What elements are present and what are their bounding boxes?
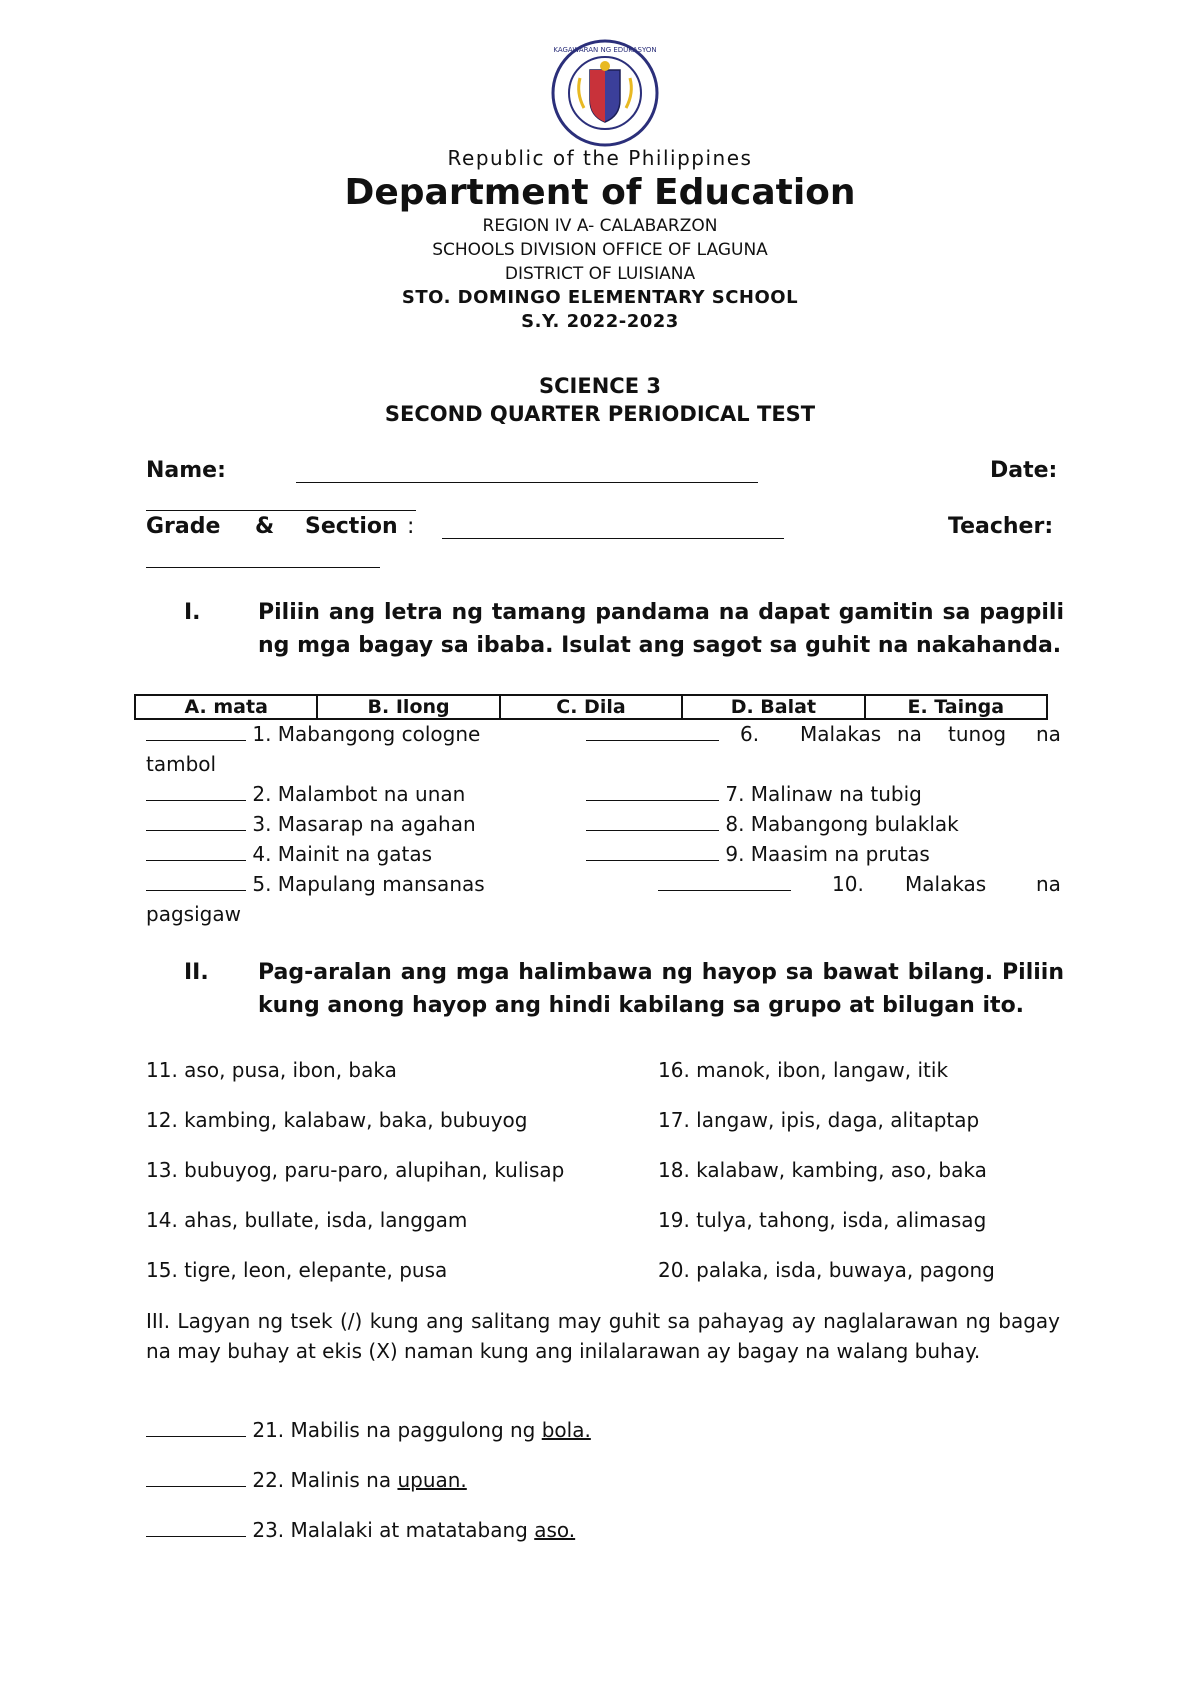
- answer-blank[interactable]: [146, 1485, 246, 1487]
- grade-label: Grade: [146, 514, 221, 539]
- list-item: 4. Mainit na gatas: [146, 842, 432, 866]
- name-field[interactable]: [296, 482, 758, 483]
- region-line: REGION IV A- CALABARZON: [482, 216, 718, 236]
- answer-blank[interactable]: [146, 739, 246, 741]
- item6-wrap: tambol: [146, 752, 217, 776]
- list-item: [658, 872, 791, 896]
- answer-blank[interactable]: [586, 859, 719, 861]
- choices-table: [134, 694, 1048, 720]
- list-item: 3. Masarap na agahan: [146, 812, 476, 836]
- part3-instruction: III. Lagyan ng tsek (/) kung ang salitang may guhit sa pahayag ay naglalarawan ng bagay na may buhay at ekis (X) naman kung ang inilalarawan ay bagay na walang buhay.: [146, 1309, 1060, 1363]
- item6-number: 6.: [740, 722, 760, 746]
- school-name: STO. DOMINGO ELEMENTARY SCHOOL: [401, 287, 799, 308]
- answer-blank[interactable]: [146, 799, 246, 801]
- item6-word: tunog: [948, 722, 1007, 746]
- answer-blank[interactable]: [146, 1435, 246, 1437]
- seal-lettering: KAGAWARAN NG EDUKASYON: [553, 46, 657, 54]
- list-item: 9. Maasim na prutas: [586, 842, 930, 866]
- grade-section-field[interactable]: [442, 538, 784, 539]
- list-item: 7. Malinaw na tubig: [586, 782, 922, 806]
- list-item: 23. Malalaki at matatabang aso.: [146, 1518, 575, 1542]
- list-item: 8. Mabangong bulaklak: [586, 812, 959, 836]
- answer-blank[interactable]: [146, 889, 246, 891]
- department-title: Department of Education: [344, 172, 856, 213]
- list-item: 13. bubuyog, paru-paro, alupihan, kulisap: [146, 1158, 565, 1182]
- district-line: DISTRICT OF LUISIANA: [504, 264, 696, 284]
- answer-blank[interactable]: [586, 829, 719, 831]
- part1-instruction-line1: Piliin ang letra ng tamang pandama na dapat gamitin sa pagpili: [258, 600, 1064, 625]
- item6-word: na: [897, 722, 922, 746]
- list-item: 21. Mabilis na paggulong ng bola.: [146, 1418, 591, 1442]
- choice-e: E. Tainga: [865, 695, 1047, 719]
- list-item: 20. palaka, isda, buwaya, pagong: [658, 1258, 995, 1282]
- list-item: 19. tulya, tahong, isda, alimasag: [658, 1208, 987, 1232]
- item6-word: Malakas: [800, 722, 882, 746]
- choice-b: B. Ilong: [317, 695, 499, 719]
- answer-blank[interactable]: [146, 829, 246, 831]
- ampersand-label: &: [255, 514, 275, 539]
- list-item: 17. langaw, ipis, daga, alitaptap: [658, 1108, 980, 1132]
- part2-instruction-line2: kung anong hayop ang hindi kabilang sa grupo at bilugan ito.: [258, 993, 1025, 1018]
- list-item: 12. kambing, kalabaw, baka, bubuyog: [146, 1108, 528, 1132]
- answer-blank[interactable]: [586, 799, 719, 801]
- part2-instruction-line1: Pag-aralan ang mga halimbawa ng hayop sa bawat bilang. Piliin: [258, 960, 1064, 985]
- date-label: Date:: [990, 458, 1058, 483]
- deped-seal-icon: [550, 38, 660, 148]
- section-label: Section: [305, 514, 398, 539]
- part1-number: I.: [184, 600, 201, 625]
- republic-line: Republic of the Philippines: [447, 146, 753, 170]
- list-item: 1. Mabangong cologne: [146, 722, 480, 746]
- list-item: 16. manok, ibon, langaw, itik: [658, 1058, 949, 1082]
- list-item: 18. kalabaw, kambing, aso, baka: [658, 1158, 987, 1182]
- subject-title: SCIENCE 3: [539, 374, 661, 398]
- choice-c: C. Dila: [500, 695, 682, 719]
- section-colon: :: [407, 514, 415, 539]
- answer-blank[interactable]: [658, 889, 791, 891]
- answer-blank[interactable]: [146, 1535, 246, 1537]
- answer-blank[interactable]: [586, 739, 719, 741]
- choice-d: D. Balat: [682, 695, 864, 719]
- division-line: SCHOOLS DIVISION OFFICE OF LAGUNA: [432, 240, 768, 260]
- item10-word: na: [1036, 872, 1061, 896]
- list-item: 15. tigre, leon, elepante, pusa: [146, 1258, 448, 1282]
- choice-a: A. mata: [135, 695, 317, 719]
- part2-number: II.: [184, 960, 209, 985]
- school-year: S.Y. 2022-2023: [521, 311, 679, 332]
- part1-instruction-line2: ng mga bagay sa ibaba. Isulat ang sagot sa guhit na nakahanda.: [258, 633, 1062, 658]
- list-item: 14. ahas, bullate, isda, langgam: [146, 1208, 468, 1232]
- item6-word: na: [1036, 722, 1061, 746]
- list-item: [586, 722, 719, 746]
- answer-blank[interactable]: [146, 859, 246, 861]
- test-title: SECOND QUARTER PERIODICAL TEST: [384, 402, 816, 426]
- list-item: 22. Malinis na upuan.: [146, 1468, 467, 1492]
- item10-number: 10.: [832, 872, 864, 896]
- list-item: 5. Mapulang mansanas: [146, 872, 485, 896]
- teacher-field[interactable]: [146, 567, 380, 568]
- name-label: Name:: [146, 458, 226, 483]
- item10-word: Malakas: [905, 872, 987, 896]
- date-field[interactable]: [146, 510, 416, 511]
- teacher-label: Teacher:: [948, 514, 1054, 539]
- item10-wrap: pagsigaw: [146, 902, 241, 926]
- list-item: 2. Malambot na unan: [146, 782, 465, 806]
- list-item: 11. aso, pusa, ibon, baka: [146, 1058, 397, 1082]
